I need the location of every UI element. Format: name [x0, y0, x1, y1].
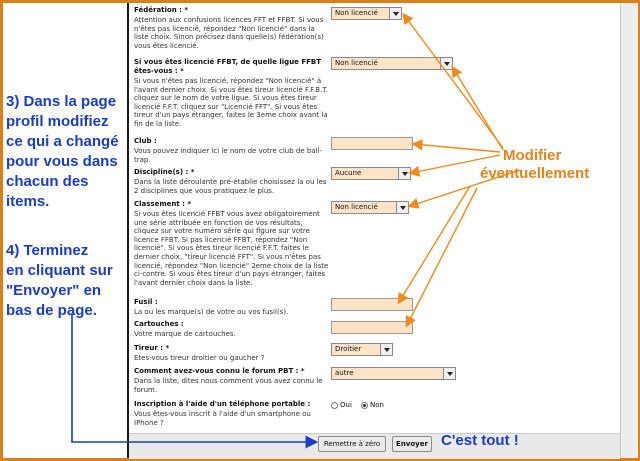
cartouches-help: Votre marque de cartouches.: [134, 330, 236, 338]
classement-selected-value: Non licencié: [335, 203, 378, 211]
federation-label: Fédération : *: [134, 6, 189, 14]
submit-button[interactable]: Envoyer: [392, 436, 432, 452]
classement-label: Classement : *: [134, 200, 192, 208]
disciplines-selected-value: Aucune: [335, 169, 362, 177]
callout-modify-line1: Modifier: [503, 147, 562, 164]
fusil-label: Fusil :: [134, 298, 158, 306]
reset-button[interactable]: Remettre à zéro: [318, 436, 386, 452]
tireur-label: Tireur : *: [134, 344, 170, 352]
mobile-option-yes-label: Oui: [340, 401, 352, 409]
fusil-help: La ou les marque(s) de votre ou vos fusil(s).: [134, 308, 289, 316]
federation-help: Attention aux confusions licences FFT et FFBT. Si vous n'êtes pas licencié, répondez "Non licencié" dans la liste choix. Sinon précisez dans quelle(s) fédération(s) vous êtes licencié.: [134, 16, 324, 50]
forum-label: Comment avez-vous connu le forum PBT : *: [134, 367, 305, 375]
cartouches-label: Cartouches :: [134, 320, 184, 328]
disciplines-help: Dans la liste déroulante pré-établie choisissez la ou les 2 disciplines que vous pratiquez le plus.: [134, 178, 327, 195]
ligue-help: Si vous n'êtes pas licencié, répondez "Non licencié" à l'avant dernier choix. Si vous êtes tireur licencié F.F.B.T. cliquez sur le nom de votre ligue. Si vous êtes tireur licencié F.F.T. cliquez sur "Licencié FFT". Si vous êtes tireur d'un pays étranger, faites le 3eme choix avant la fin de la liste.: [134, 77, 328, 128]
club-label: Club :: [134, 137, 157, 145]
disciplines-label: Discipline(s) : *: [134, 168, 195, 176]
arrow-to-fusil: [399, 186, 470, 302]
callout-done: C'est tout !: [441, 432, 519, 449]
forum-selected-value: autre: [335, 369, 354, 377]
instruction-step-3: 3) Dans la page profil modifiez ce qui a changé pour vous dans chacun des items.: [6, 93, 119, 210]
forum-help: Dans la liste, dites nous comment vous avez connu le forum.: [134, 377, 323, 394]
arrow-to-federation: [404, 15, 503, 148]
club-help: Vous pouvez indiquer ici le nom de votre club de ball-trap.: [134, 147, 323, 164]
tireur-help: Etes-vous tireur droitier ou gaucher ?: [134, 354, 265, 362]
arrow-to-submit: [72, 314, 315, 442]
federation-selected-value: Non licencié: [335, 9, 378, 17]
ligue-label: Si vous êtes licencié FFBT, de quelle ligue FFBT êtes-vous : *: [134, 58, 322, 75]
arrow-to-cartouches: [407, 188, 477, 325]
arrow-to-ligue: [453, 68, 503, 150]
callout-modify-line2: éventuellement: [480, 165, 590, 182]
classement-help: Si vous êtes licencié FFBT vous avez obligatoirement une série attribuée en fonction de vos résultats, cliquez sur votre numéro série qui figure sur votre licence FFBT. Si pas licencié FFBT, répondez "Non licencié". Si vous êtes tireur licencié F.F.T. faites le dernier choix, "tireur licencié FFT". Si vous n'êtes pas licencié, répondez "Non licencié" 2eme choix de la liste ci-contre. Si vous êtes tireur d'un pays étranger, faites l'avant dernier choix dans la liste.: [134, 210, 329, 287]
mobile-help: Vous êtes-vous inscrit à l'aide d'un smartphone ou IPhone ?: [134, 410, 311, 427]
ligue-selected-value: Non licencié: [335, 59, 378, 67]
arrow-to-club: [414, 144, 500, 152]
instruction-step-4: 4) Terminez en cliquant sur "Envoyer" en bas de page.: [6, 242, 113, 319]
tireur-selected-value: Droitier: [335, 345, 362, 353]
mobile-label: Inscription à l'aide d'un téléphone portable :: [134, 400, 311, 408]
mobile-option-no-label: Non: [370, 401, 384, 409]
